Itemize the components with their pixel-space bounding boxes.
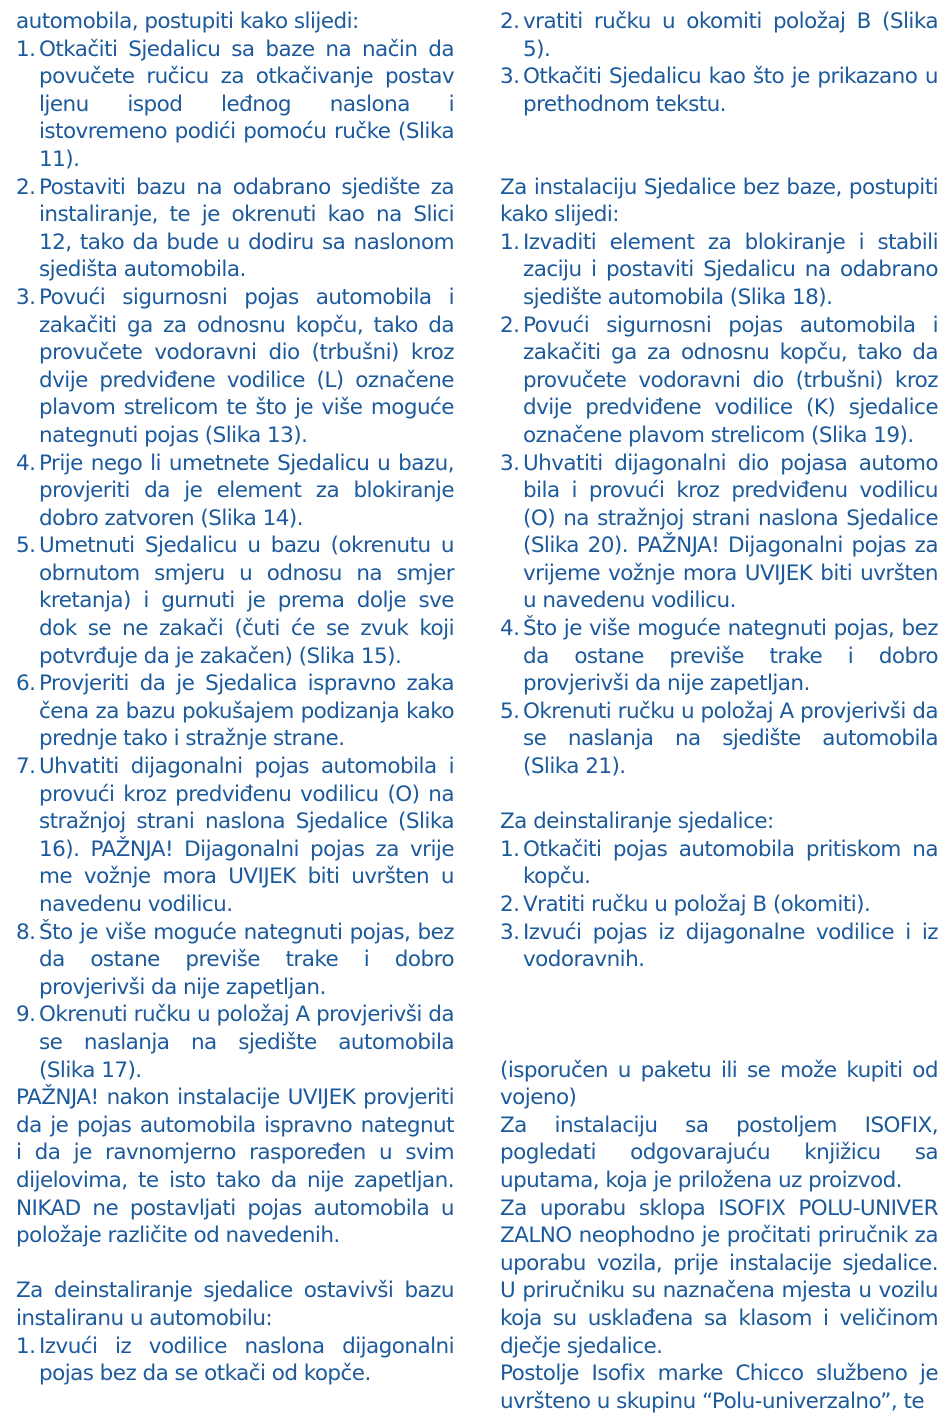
step-text: Uhvatiti dijagonalni pojas automobila i provući kroz predviđenu vodilicu (O) na stražnjoj strani naslona Sjedalice (Slika 16). PAŽNJA! Dijagonalni pojas za vrije me vožnje mora UVIJEK biti uvršten u navedenu vodilicu. bbox=[39, 754, 454, 917]
step-number: 1. bbox=[500, 836, 520, 862]
nobase-step bbox=[500, 698, 938, 781]
step-number: 4. bbox=[500, 616, 520, 642]
step-number: 2. bbox=[500, 312, 520, 338]
step-text: Prije nego li umetnete Sjedalicu u bazu, provjeriti da je element za blokiranje dobro zatvoren (Slika 14). bbox=[39, 450, 454, 531]
step-text: Otkačiti Sjedalicu sa baze na način da povučete ručicu za otkačivanje postav ljenu ispod leđnog naslona i istovremeno podići pomoću ručke (Slika 11). bbox=[39, 36, 454, 172]
step-number: 3. bbox=[500, 919, 520, 945]
left-column bbox=[16, 8, 454, 1388]
isofix-paragraph: Za uporabu sklopa ISOFIX POLU-UNIVER ZALNO neophodno je pročitati priručnik za uporabu vozila, prije instalacije sjedalice. U priručniku su naznačena mjesta u vozilu koja su usklađena sa klasom i veličinom dječje sjedalice. bbox=[500, 1195, 938, 1359]
isofix-paragraph: Postolje Isofix marke Chicco službeno je uvršteno u skupinu “Polu-univerzalno”, te bbox=[500, 1361, 938, 1414]
uninstall-step bbox=[500, 836, 938, 891]
install-step bbox=[16, 532, 454, 670]
install-step bbox=[16, 284, 454, 450]
step-number: 6. bbox=[16, 671, 36, 697]
spacer bbox=[16, 1250, 454, 1278]
step-number: 2. bbox=[16, 174, 36, 200]
uninstall-step bbox=[500, 891, 938, 919]
step-text: vratiti ručku u okomiti položaj B (Slika 5). bbox=[523, 9, 938, 62]
step-number: 5. bbox=[500, 698, 520, 724]
step-text: Vratiti ručku u položaj B (okomiti). bbox=[523, 892, 871, 917]
step-text: Umetnuti Sjedalicu u bazu (okrenutu u obrnutom smjeru u odnosu na smjer kretanja) i gurnuti je prema dolje sve dok se ne zakači (čuti će se zvuk koji potvrđuje da je zakačen) (Slika 15). bbox=[39, 533, 454, 669]
step-text: Postaviti bazu na odabrano sjedište za instaliranje, te je okrenuti kao na Slici 12, tako da bude u dodiru sa naslonom sjedišta automobila. bbox=[39, 174, 454, 283]
install-step bbox=[16, 753, 454, 919]
continued-step bbox=[500, 63, 938, 118]
step-text: Okrenuti ručku u položaj A provjerivši da se naslanja na sjedište automobila (Slika 21). bbox=[523, 698, 938, 780]
step-text: Povući sigurnosni pojas automobila i zakačiti ga za odnosnu kopču, tako da provučete vodoravni dio (trbušni) kroz dvije predviđene vodilice (L) označene plavom strelicom te što je više moguće nategnuti pojas (Slika 13). bbox=[39, 284, 454, 448]
step-text: Izvući pojas iz dijagonalne vodilice i iz vodoravnih. bbox=[523, 919, 938, 973]
step-number: 2. bbox=[500, 892, 520, 917]
uninstall-steps-list bbox=[500, 836, 938, 974]
install-step bbox=[16, 36, 454, 174]
warning-paragraph: PAŽNJA! nakon instalacije UVIJEK provjeriti da je pojas automobila ispravno nategnut i da je ravnomjerno raspoređen u svim dijelovima, te isto tako da nije zapetljan. NIKAD ne postavljati pojas automobila u položaje različite od navedenih. bbox=[16, 1085, 454, 1249]
nobase-steps-list bbox=[500, 229, 938, 781]
step-text: Povući sigurnosni pojas automobila i zakačiti ga za odnosnu kopču, tako da provučete vodoravni dio (trbušni) kroz dvije predviđene vodilice (K) sjedalice označene plavom strelicom (Slika 19). bbox=[523, 312, 938, 448]
spacer bbox=[500, 974, 938, 1029]
nobase-step bbox=[500, 450, 938, 616]
spacer bbox=[500, 118, 938, 173]
step-number: 2. bbox=[500, 9, 520, 34]
step-number: 7. bbox=[16, 754, 36, 780]
step-text: Provjeriti da je Sjedalica ispravno zaka čena za bazu pokušajem podizanja kako prednje tako i stražnje strane. bbox=[39, 671, 454, 752]
install-step bbox=[16, 670, 454, 753]
install-step bbox=[16, 1001, 454, 1084]
step-number: 1. bbox=[500, 229, 520, 255]
intro-text: automobila, postupiti kako slijedi: bbox=[16, 9, 359, 34]
step-number: 3. bbox=[16, 284, 36, 310]
install-step bbox=[16, 450, 454, 533]
step-text: Izvaditi element za blokiranje i stabili zaciju i postaviti Sjedalicu na odabrano sjedište automobila (Slika 18). bbox=[523, 229, 938, 310]
uninstall-steps-list bbox=[16, 1333, 454, 1388]
right-column bbox=[500, 8, 938, 1415]
install-steps-list bbox=[16, 36, 454, 1085]
uninstall-step bbox=[16, 1333, 454, 1388]
uninstall-heading: Za deinstaliranje sjedalice ostavivši bazu instaliranu u automobilu: bbox=[16, 1278, 454, 1331]
isofix-paragraph: Za instalaciju sa postoljem ISOFIX, pogledati odgovarajuću knjižicu sa uputama, koja je priložena uz proizvod. bbox=[500, 1112, 938, 1193]
step-number: 8. bbox=[16, 919, 36, 945]
step-number: 9. bbox=[16, 1002, 36, 1028]
nobase-step bbox=[500, 229, 938, 312]
step-number: 5. bbox=[16, 533, 36, 559]
step-number: 3. bbox=[500, 64, 520, 90]
continued-steps-list bbox=[500, 8, 938, 118]
step-text: Izvući iz vodilice naslona dijagonalni pojas bez da se otkači od kopče. bbox=[39, 1333, 454, 1387]
step-number: 3. bbox=[500, 450, 520, 476]
spacer bbox=[500, 1029, 938, 1057]
nobase-step bbox=[500, 312, 938, 450]
nobase-heading: Za instalaciju Sjedalice bez baze, postupiti kako slijedi: bbox=[500, 174, 938, 228]
step-text: Što je više moguće nategnuti pojas, bez da ostane previše trake i dobro provjerivši da nije zapetljan. bbox=[39, 919, 454, 1000]
step-text: Okrenuti ručku u položaj A provjerivši da se naslanja na sjedište automobila (Slika 17). bbox=[39, 1002, 454, 1083]
step-number: 1. bbox=[16, 36, 36, 62]
spacer bbox=[500, 781, 938, 809]
step-text: Otkačiti Sjedalicu kao što je prikazano u prethodnom tekstu. bbox=[523, 64, 938, 117]
nobase-step bbox=[500, 615, 938, 698]
isofix-paragraph: (isporučen u paketu ili se može kupiti od vojeno) bbox=[500, 1057, 938, 1111]
step-text: Otkačiti pojas automobila pritiskom na kopču. bbox=[523, 836, 938, 890]
step-number: 4. bbox=[16, 450, 36, 476]
uninstall-step bbox=[500, 919, 938, 974]
uninstall-heading: Za deinstaliranje sjedalice: bbox=[500, 809, 774, 835]
install-step bbox=[16, 174, 454, 284]
step-text: Uhvatiti dijagonalni dio pojasa automo bila i provući kroz predviđenu vodilicu (O) na stražnjoj strani naslona Sjedalice (Slika 20). PAŽNJA! Dijagonalni pojas za vrijeme vožnje mora UVIJEK biti uvršten u navedenu vodilicu. bbox=[523, 450, 938, 614]
install-step bbox=[16, 919, 454, 1002]
step-number: 1. bbox=[16, 1333, 36, 1359]
continued-step bbox=[500, 8, 938, 63]
step-text: Što je više moguće nategnuti pojas, bez da ostane previše trake i dobro provjerivši da nije zapetljan. bbox=[523, 616, 938, 697]
